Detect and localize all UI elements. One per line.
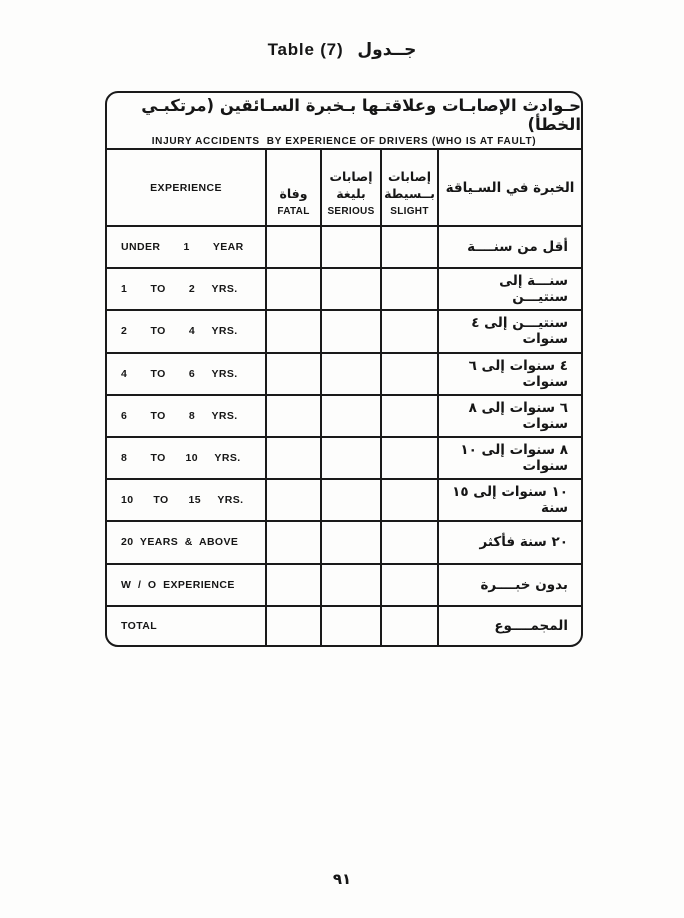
header-serious-arabic-line1: إصابات bbox=[329, 169, 373, 185]
table-row bbox=[107, 225, 581, 267]
slight-cell bbox=[380, 522, 437, 562]
table-title-english: INJURY ACCIDENTS BY EXPERIENCE OF DRIVERS (WHO IS AT FAULT) bbox=[151, 136, 537, 147]
fatal-cell bbox=[265, 522, 320, 562]
experience-arabic-cell bbox=[437, 396, 581, 436]
fatal-cell bbox=[265, 354, 320, 394]
experience-arabic-label: أقل من سنــــة bbox=[467, 239, 568, 256]
page-number: ٩١ bbox=[332, 870, 352, 888]
total-label: TOTAL bbox=[121, 619, 158, 632]
serious-cell bbox=[320, 438, 380, 478]
experience-arabic-label: ٦ سنوات إلى ٨ سنوات bbox=[468, 399, 568, 432]
experience-label: UNDER 1 YEAR bbox=[121, 241, 244, 254]
slight-cell bbox=[380, 227, 437, 267]
experience-cell bbox=[107, 480, 265, 520]
serious-cell bbox=[320, 227, 380, 267]
header-slight-english: SLIGHT bbox=[390, 206, 429, 217]
experience-arabic-label: بدون خبــــرة bbox=[480, 576, 568, 593]
experience-cell bbox=[107, 396, 265, 436]
fatal-cell bbox=[265, 438, 320, 478]
experience-arabic-cell bbox=[437, 565, 581, 605]
serious-cell bbox=[320, 480, 380, 520]
table-row bbox=[107, 478, 581, 520]
experience-arabic-label: ٤ سنوات إلى ٦ سنوات bbox=[468, 357, 568, 390]
fatal-cell bbox=[265, 480, 320, 520]
header-serious-arabic-line2: بليغة bbox=[336, 186, 366, 202]
experience-cell bbox=[107, 227, 265, 267]
header-serious bbox=[320, 150, 380, 225]
slight-cell bbox=[380, 269, 437, 309]
serious-cell bbox=[320, 565, 380, 605]
fatal-cell bbox=[265, 269, 320, 309]
experience-label: 10 TO 15 YRS. bbox=[121, 494, 244, 507]
page-title-english: Table (7) bbox=[267, 40, 344, 59]
experience-label: 4 TO 6 YRS. bbox=[121, 367, 238, 380]
experience-arabic-cell bbox=[437, 522, 581, 562]
experience-cell bbox=[107, 565, 265, 605]
total-arabic-label: المجمــــوع bbox=[494, 617, 568, 634]
fatal-cell bbox=[265, 607, 320, 645]
header-slight-arabic-line2: بــسيطة bbox=[384, 186, 435, 202]
header-slight-arabic-line1: إصابات bbox=[387, 169, 431, 185]
experience-arabic-cell bbox=[437, 480, 581, 520]
experience-arabic-cell bbox=[437, 311, 581, 351]
slight-cell bbox=[380, 354, 437, 394]
table-row bbox=[107, 267, 581, 309]
header-experience-label: EXPERIENCE bbox=[150, 181, 222, 194]
header-fatal-english: FATAL bbox=[277, 206, 310, 217]
header-experience bbox=[107, 150, 265, 225]
header-serious-english: SERIOUS bbox=[327, 206, 375, 217]
slight-cell bbox=[380, 311, 437, 351]
table-title-block bbox=[107, 93, 581, 150]
page-title-arabic: جــدول bbox=[357, 40, 417, 60]
experience-cell bbox=[107, 438, 265, 478]
experience-label: 1 TO 2 YRS. bbox=[121, 283, 238, 296]
header-experience-arabic bbox=[437, 150, 581, 225]
slight-cell bbox=[380, 607, 437, 645]
table-row bbox=[107, 309, 581, 351]
slight-cell bbox=[380, 565, 437, 605]
experience-cell bbox=[107, 269, 265, 309]
experience-arabic-label: ٨ سنوات إلى ١٠ سنوات bbox=[460, 442, 568, 475]
slight-cell bbox=[380, 480, 437, 520]
table-row bbox=[107, 394, 581, 436]
table-header-row bbox=[107, 150, 581, 225]
table-row bbox=[107, 352, 581, 394]
serious-cell bbox=[320, 396, 380, 436]
experience-arabic-label: سنتيـــن إلى ٤ سنوات bbox=[471, 315, 568, 348]
serious-cell bbox=[320, 607, 380, 645]
header-slight bbox=[380, 150, 437, 225]
experience-arabic-label: سنـــة إلى سنتيـــن bbox=[499, 273, 568, 306]
experience-label: 2 TO 4 YRS. bbox=[121, 325, 238, 338]
experience-arabic-label: ٢٠ سنة فأكثر bbox=[479, 534, 568, 551]
table-row bbox=[107, 563, 581, 605]
experience-arabic-label: ١٠ سنوات إلى ١٥ سنة bbox=[452, 484, 568, 517]
page-title bbox=[0, 40, 684, 60]
fatal-cell bbox=[265, 227, 320, 267]
experience-cell bbox=[107, 522, 265, 562]
experience-cell bbox=[107, 311, 265, 351]
experience-cell bbox=[107, 607, 265, 645]
slight-cell bbox=[380, 438, 437, 478]
table-row bbox=[107, 436, 581, 478]
fatal-cell bbox=[265, 396, 320, 436]
header-fatal bbox=[265, 150, 320, 225]
experience-arabic-cell bbox=[437, 607, 581, 645]
experience-label: 8 TO 10 YRS. bbox=[121, 452, 241, 465]
table-row bbox=[107, 520, 581, 562]
experience-cell bbox=[107, 354, 265, 394]
serious-cell bbox=[320, 354, 380, 394]
header-experience-arabic-label: الخبرة في السـياقة bbox=[445, 179, 575, 196]
serious-cell bbox=[320, 311, 380, 351]
experience-arabic-cell bbox=[437, 269, 581, 309]
serious-cell bbox=[320, 269, 380, 309]
experience-arabic-cell bbox=[437, 354, 581, 394]
experience-label: 6 TO 8 YRS. bbox=[121, 409, 238, 422]
fatal-cell bbox=[265, 565, 320, 605]
slight-cell bbox=[380, 396, 437, 436]
table-row-total bbox=[107, 605, 581, 645]
serious-cell bbox=[320, 522, 380, 562]
experience-label: W / O EXPERIENCE bbox=[121, 578, 235, 591]
experience-arabic-cell bbox=[437, 438, 581, 478]
experience-arabic-cell bbox=[437, 227, 581, 267]
injury-accidents-table bbox=[105, 91, 583, 647]
table-title-arabic: حـوادث الإصابـات وعلاقتـها بـخبرة السـائقين (مرتكبـي الخطأ) bbox=[141, 96, 581, 134]
header-fatal-arabic: وفاة bbox=[279, 186, 308, 202]
fatal-cell bbox=[265, 311, 320, 351]
experience-label: 20 YEARS & ABOVE bbox=[121, 536, 239, 549]
